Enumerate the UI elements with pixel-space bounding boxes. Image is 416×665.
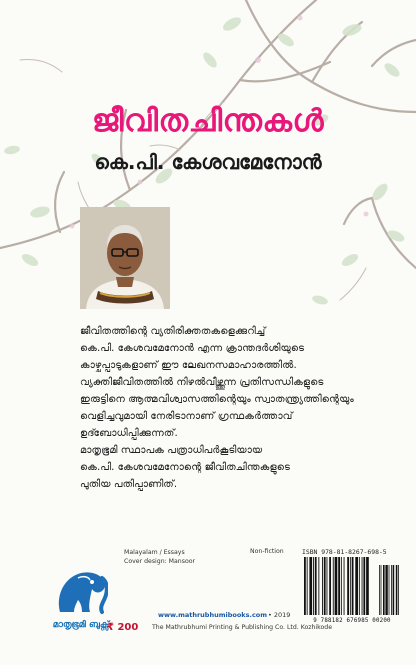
barcode-digits: 9 788182 676985 00200	[313, 618, 391, 624]
barcode-addon-bar	[393, 565, 395, 615]
blurb-line: ജീവിതത്തിന്റെ വ്യതിരിക്തതകളെക്കുറിച്ച്	[80, 326, 266, 337]
barcode-bar	[315, 557, 317, 615]
genre-label: Non-fiction	[250, 548, 284, 555]
barcode-bar	[341, 557, 342, 615]
barcode-bar	[338, 557, 340, 615]
barcode-addon-bar	[381, 565, 382, 615]
blurb-line: ഉദ്ബോധിപ്പിക്കുന്നത്.	[80, 428, 178, 439]
isbn-label: ISBN 978-81-8267-698-5	[302, 548, 387, 556]
barcode-addon-bar	[389, 565, 390, 615]
barcode-bar	[362, 557, 363, 615]
blurb-line: കാഴ്ചപ്പാടുകളാണ് ഈ ലേഖനസമാഹാരത്തിൽ.	[80, 360, 297, 371]
barcode-bar	[329, 557, 331, 615]
barcode-bar	[352, 557, 354, 615]
isbn-barcode	[303, 557, 401, 617]
blurb	[80, 323, 380, 493]
cover-design-credit: Cover design: Mansoor	[124, 558, 196, 565]
barcode-bar	[318, 557, 319, 615]
barcode-bar	[304, 557, 306, 615]
blurb-line: കെ.പി. കേശവമേനോന്റെ ജീവിതചിന്തകളുടെ	[80, 462, 290, 473]
barcode-addon-bar	[383, 565, 385, 615]
publication-year: • 2019	[268, 611, 291, 619]
barcode-bar	[366, 557, 369, 615]
blurb-line: ഇരുട്ടിനെ ആത്മവിശ്വാസത്തിന്റെയും സ്വാതന്ത്ര്യത്തിന്റെയും	[80, 394, 354, 405]
barcode-addon-bar	[385, 565, 387, 615]
barcode-bar	[327, 557, 328, 615]
barcode-bar	[322, 557, 323, 615]
category-label: Malayalam / Essays	[124, 549, 185, 556]
blurb-line: കെ.പി. കേശവമേനോൻ എന്ന ക്രാന്തദർശിയുടെ	[80, 343, 305, 354]
publisher-logo-text: മാതൃഭൂമി ബുക്സ്	[52, 620, 110, 630]
barcode-bar	[359, 557, 360, 615]
author-name: കെ.പി. കേശവമേനോൻ	[94, 150, 322, 174]
barcode-bar	[313, 557, 314, 615]
barcode-bar	[363, 557, 365, 615]
barcode-bar	[324, 557, 326, 615]
author-photo	[80, 207, 170, 309]
barcode-bar	[309, 557, 312, 615]
mathrubhumi-elephant-logo	[52, 558, 108, 618]
barcode-addon-bar	[398, 565, 399, 615]
barcode-addon-bar	[379, 565, 380, 615]
barcode-bar	[333, 557, 334, 615]
blurb-line: വെളിച്ചവുമായി നേരിടാനാണ് ഗ്രന്ഥകർത്താവ്	[80, 411, 293, 422]
book-meta	[124, 548, 195, 566]
barcode-addon-bar	[391, 565, 392, 615]
price-label: ₹ 200	[107, 622, 139, 633]
book-title: ജീവിതചിന്തകൾ	[91, 103, 325, 139]
publisher-name: The Mathrubhumi Printing & Publishing Co. Ltd. Kozhikode	[152, 624, 333, 631]
barcode-bar	[335, 557, 338, 615]
barcode-bar	[350, 557, 351, 615]
barcode-bar	[307, 557, 308, 615]
publisher-website: www.mathrubhumibooks.com	[158, 611, 268, 619]
barcode-bar	[355, 557, 358, 615]
blurb-line: വ്യക്തിജീവിതത്തിൽ നിഴൽവീഴ്ത്തുന്ന പ്രതിസന്ധികളുടെ	[80, 377, 324, 388]
blurb-line: മാതൃഭൂമി സ്ഥാപക പത്രാധിപർകൂടിയായ	[80, 445, 263, 456]
blurb-line: പുതിയ പതിപ്പാണിത്.	[80, 479, 178, 490]
barcode-bar	[344, 557, 345, 615]
barcode-addon-bar	[396, 565, 398, 615]
barcode-bar	[347, 557, 349, 615]
